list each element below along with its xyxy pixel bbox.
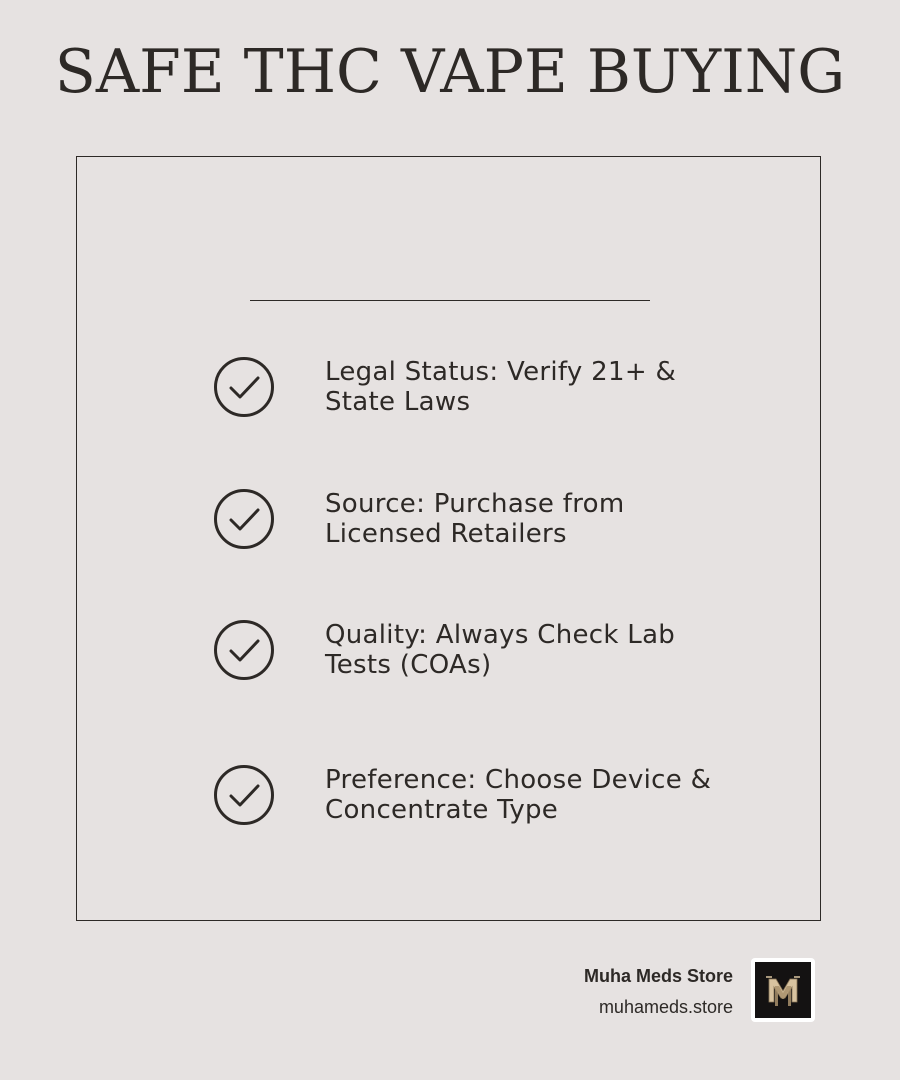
checklist-item-label: Legal Status: Verify 21+ & State Laws — [325, 357, 677, 417]
brand-name: Muha Meds Store — [583, 966, 733, 986]
check-circle-icon — [212, 355, 276, 419]
check-circle-icon — [212, 618, 276, 682]
checklist-item-label: Preference: Choose Device & Concentrate Type — [325, 765, 712, 825]
checklist-item-quality — [212, 618, 732, 682]
check-circle-icon — [212, 763, 276, 827]
brand-logo — [751, 958, 815, 1022]
brand-url[interactable]: muhameds.store — [598, 997, 733, 1017]
checklist-item-preference — [212, 763, 732, 827]
mm-logo-icon — [755, 962, 811, 1018]
page-title: SAFE THC VAPE BUYING — [54, 37, 846, 107]
check-circle-icon — [212, 487, 276, 551]
checklist-item-label: Source: Purchase from Licensed Retailers — [325, 489, 625, 549]
checklist-item-label: Quality: Always Check Lab Tests (COAs) — [325, 620, 676, 680]
checklist-item-legal-status — [212, 355, 732, 419]
panel-divider — [250, 300, 650, 301]
checklist-item-source — [212, 487, 732, 551]
